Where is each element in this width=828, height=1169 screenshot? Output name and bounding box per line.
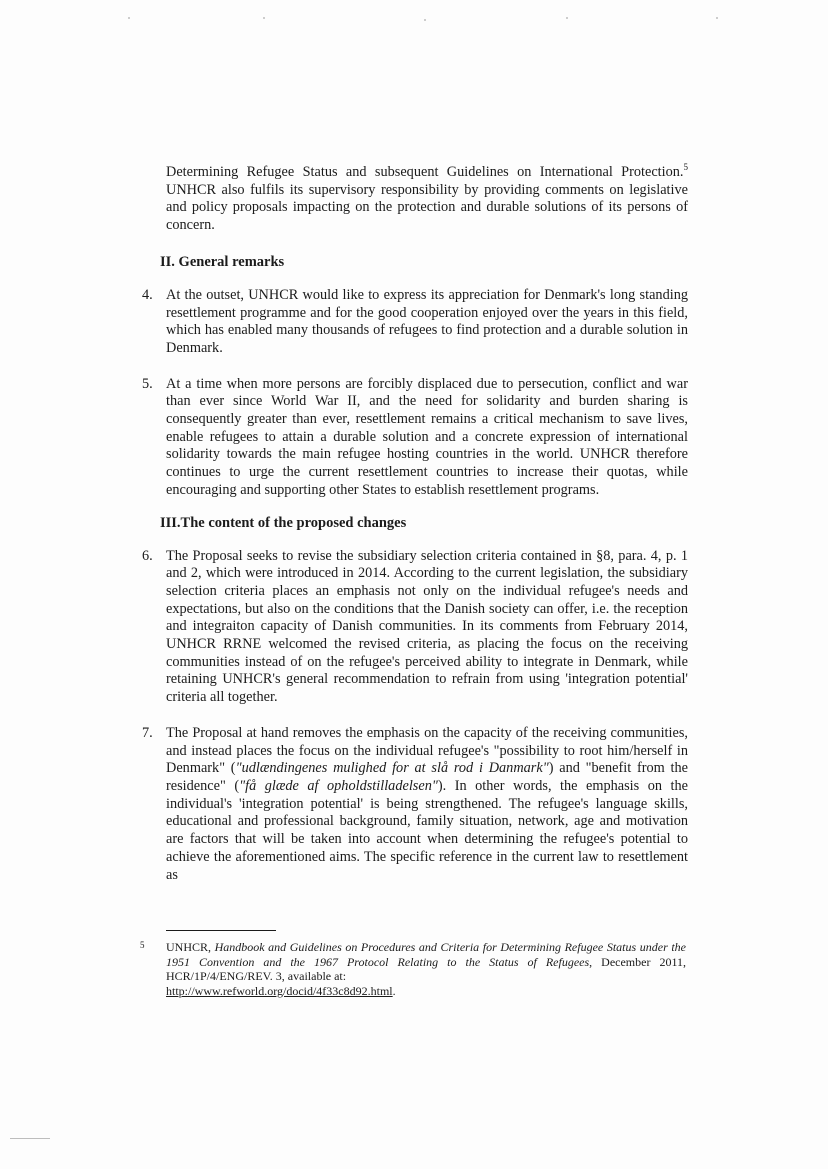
danish-quote-2: "få glæde af opholdstilladelsen" <box>239 777 438 794</box>
intro-paragraph <box>166 164 688 235</box>
paragraph-4 <box>142 286 688 358</box>
footnote-link[interactable]: http://www.refworld.org/docid/4f33c8d92.html <box>166 983 393 998</box>
paragraph-number: 7. <box>142 724 153 741</box>
paragraph-text: The Proposal seeks to revise the subsidiary selection criteria contained in §8, para. 4, p. 1 and 2, which were introduced in 2014. According to the current legislation, the subsidiary selection criteria places an emphasis not only on the individual refugee's needs and expectations, but also on the conditions that the Danish society can offer, i.e. the reception and integraiton capacity of Danish communities. In its comments from February 2014, UNHCR RRNE welcomed the revised criteria, as placing the focus on the receiving communities instead of on the refugee's perceived ability to integrate in Denmark, while retaining UNHCR's general recommendation to refrain from using 'integration potential' criteria all together. <box>166 547 688 706</box>
paragraph-text: ) and "benefit from the residence" ( <box>166 760 688 794</box>
scan-mark <box>424 19 426 21</box>
paragraph-6 <box>142 547 688 707</box>
paragraph-number: 6. <box>142 547 153 564</box>
footnote-number: 5 <box>140 940 145 950</box>
paragraph-5 <box>142 375 688 500</box>
footnote-divider <box>166 930 276 931</box>
intro-text-rest: UNHCR also fulfils its supervisory responsibility by providing comments on legislative and policy proposals impacting on the protection and durable solutions of its persons of concern. <box>166 181 688 234</box>
footnote-5 <box>140 940 687 998</box>
footnote-link-end: . <box>392 983 396 998</box>
footnote-details: , December 2011, HCR/1P/4/ENG/REV. 3, available at: <box>166 954 687 984</box>
paragraph-text: ). In other words, the emphasis on the individual's 'integration potential' is being strengthened. The refugee's language skills, educational and professional background, family situation, network, age and motivation are factors that will be taken into account when determining the refugee's potential to achieve the aforementioned aims. The specific reference in the current law to resettlement as <box>166 777 688 883</box>
scan-mark <box>566 17 568 19</box>
paragraph-7 <box>142 724 688 884</box>
intro-text-start: Determining Refugee Status and subsequent Guidelines on International Protection. <box>166 164 684 180</box>
footnote-ref-5[interactable]: 5 <box>683 162 688 173</box>
paragraph-number: 4. <box>142 286 153 303</box>
paragraph-text: At the outset, UNHCR would like to express its appreciation for Denmark's long standing resettlement programme and for the good cooperation enjoyed over the years in this field, which has enabled many thousands of refugees to find protection and a durable solution in Denmark. <box>166 286 688 356</box>
scan-mark <box>128 17 130 19</box>
section-heading-general-remarks: II. General remarks <box>160 253 285 270</box>
body-text <box>142 162 688 884</box>
paragraph-number: 5. <box>142 375 153 392</box>
scan-mark <box>263 17 265 19</box>
footnote-title: Handbook and Guidelines on Procedures and Criteria for Determining Refugee Status under the 1951 Convention and the 1967 Protocol Relating to the Status of Refugees <box>166 940 686 969</box>
danish-quote-1: "udlændingenes mulighed for at slå rod i Danmark" <box>235 760 549 777</box>
section-heading-proposed-changes: III.The content of the proposed changes <box>160 514 407 531</box>
paragraph-text: At a time when more persons are forcibly displaced due to persecution, conflict and war than ever since World War II, and the need for solidarity and burden sharing is consequently greater than ever, resettlement remains a critical mechanism to save lives, enable refugees to attain a durable solution and a concrete expression of international solidarity towards the main refugee hosting countries in the world. UNHCR therefore continues to urge the current resettlement countries to increase their quotas, while encouraging and supporting other States to establish resettlement programs. <box>166 375 688 498</box>
scan-mark <box>10 1138 50 1139</box>
scan-mark <box>716 17 718 19</box>
paragraph-text: The Proposal at hand removes the emphasis on the capacity of the receiving communities, and instead places the focus on the individual refugee's "possibility to root him/herself in Denmark" ( <box>166 724 688 777</box>
footnote-author: UNHCR, <box>166 940 215 954</box>
